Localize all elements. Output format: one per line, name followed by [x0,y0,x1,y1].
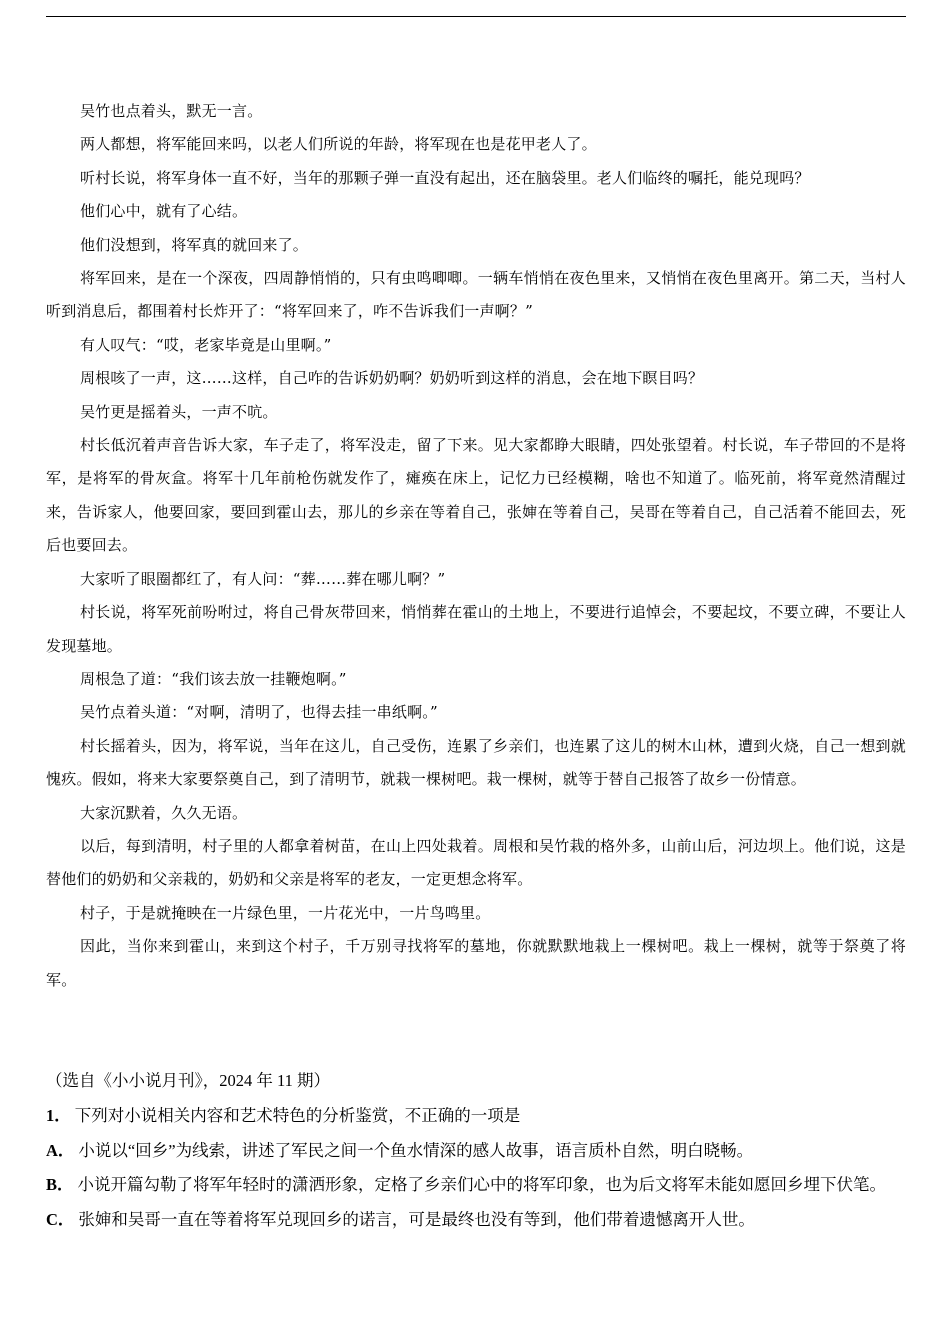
story-paragraph: 因此，当你来到霍山，来到这个村子，千万别寻找将军的墓地，你就默默地栽上一棵树吧。栽上一棵树，就等于祭奠了将军。 [46,937,906,989]
story-paragraph: 将军回来，是在一个深夜，四周静悄悄的，只有虫鸣唧唧。一辆车悄悄在夜色里来，又悄悄在夜色里离开。第二天，当村人听到消息后，都围着村长炸开了：“将军回来了，咋不告诉我们一声啊？” [46,269,906,321]
story-paragraph: 吴竹也点着头，默无一言。 [80,102,263,120]
story-paragraph: 听村长说，将军身体一直不好，当年的那颗子弹一直没有起出，还在脑袋里。老人们临终的嘱托，能兑现吗？ [80,168,810,187]
question-1 [46,1099,906,1134]
story-paragraph: 村长低沉着声音告诉大家，车子走了，将军没走，留了下来。见大家都睁大眼睛，四处张望着。村长说，车子带回的不是将军，是将军的骨灰盒。将军十几年前枪伤就发作了，瘫痪在床上，记忆力已经模糊，啥也不知道了。临死前，将军竟然清醒过来，告诉家人，他要回家，要回到霍山去，那儿的乡亲在等着自己，张婶在等着自己，吴哥在等着自己，自己活着不能回去，死后也要回去。 [46,436,906,555]
story-paragraph: 有人叹气：“哎，老家毕竟是山里啊。” [80,335,332,354]
option-label: C． [46,1210,75,1230]
question-stem: 下列对小说相关内容和艺术特色的分析鉴赏，不正确的一项是 [74,1105,521,1125]
question-number: 1． [46,1105,71,1125]
option-a [46,1134,906,1169]
story-paragraph: 以后，每到清明，村子里的人都拿着树苗，在山上四处栽着。周根和吴竹栽的格外多，山前山后，河边坝上。他们说，这是替他们的奶奶和父亲栽的，奶奶和父亲是将军的老友，一定更想念将军。 [46,836,906,889]
option-b [46,1168,906,1203]
story-text [46,95,906,997]
option-label: B． [46,1175,74,1195]
option-c [46,1203,906,1238]
question-section [46,1064,906,1238]
story-paragraph: 他们没想到，将军真的就回来了。 [80,235,309,254]
source-citation: （选自《小小说月刊》，2024 年 11 期） [46,1071,331,1090]
option-label: A． [46,1140,75,1160]
story-paragraph: 两人都想，将军能回来吗，以老人们所说的年龄，将军现在也是花甲老人了。 [80,135,597,154]
story-paragraph: 村长说，将军死前吩咐过，将自己骨灰带回来，悄悄葬在霍山的土地上，不要进行追悼会，不要起坟，不要立碑，不要让人发现墓地。 [46,603,906,655]
option-text: 小说以“回乡”为线索，讲述了军民之间一个鱼水情深的感人故事，语言质朴自然，明白晓畅。 [78,1140,754,1160]
story-paragraph: 大家听了眼圈都红了，有人问：“葬……葬在哪儿啊？” [80,569,446,588]
story-paragraph: 吴竹点着头道：“对啊，清明了，也得去挂一串纸啊。” [80,703,438,722]
story-paragraph: 吴竹更是摇着头，一声不吭。 [80,402,278,421]
option-text: 张婶和吴哥一直在等着将军兑现回乡的诺言，可是最终也没有等到，他们带着遗憾离开人世。 [78,1210,755,1230]
story-paragraph: 村长摇着头，因为，将军说，当年在这儿，自己受伤，连累了乡亲们，也连累了这儿的树木山林，遭到火烧，自己一想到就愧疚。假如，将来大家要祭奠自己，到了清明节，就栽一棵树吧。栽一棵树，就等于替自己报答了故乡一份情意。 [46,736,906,789]
story-paragraph: 周根急了道：“我们该去放一挂鞭炮啊。” [80,669,347,688]
story-paragraph: 周根咳了一声，这……这样，自己咋的告诉奶奶啊？奶奶听到这样的消息，会在地下瞑目吗？ [80,369,704,388]
option-text: 小说开篇勾勒了将军年轻时的潇洒形象，定格了乡亲们心中的将军印象，也为后文将军未能如愿回乡埋下伏笔。 [77,1175,887,1195]
header-rule [46,16,906,17]
story-paragraph: 他们心中，就有了心结。 [80,202,248,221]
story-paragraph: 村子，于是就掩映在一片绿色里，一片花光中，一片鸟鸣里。 [80,903,491,922]
story-paragraph: 大家沉默着，久久无语。 [80,803,248,822]
